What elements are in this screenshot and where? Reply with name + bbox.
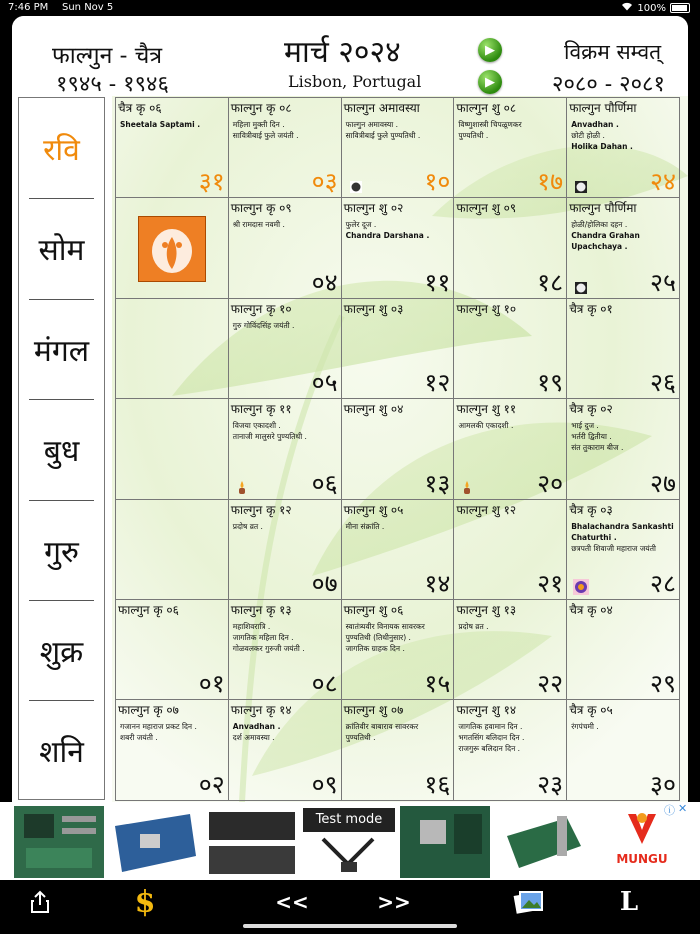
day-cell[interactable] xyxy=(567,198,680,298)
day-cell[interactable] xyxy=(454,299,567,399)
day-number: २१ xyxy=(537,568,564,598)
event-list xyxy=(120,119,226,130)
day-cell[interactable] xyxy=(454,399,567,499)
tithi-label: फाल्गुन कृ ०७ xyxy=(118,703,179,718)
weekday-label: शुक्र xyxy=(39,635,84,670)
day-cell[interactable] xyxy=(116,98,229,198)
dollar-button[interactable]: $ xyxy=(134,884,156,920)
event-item: प्रदोष व्रत . xyxy=(232,521,263,531)
battery-icon xyxy=(670,3,690,13)
event-item: श्री रामदास नवमी . xyxy=(232,220,285,230)
event-list xyxy=(458,721,564,754)
event-item: महिला मुक्ती दिन . xyxy=(232,120,285,129)
event-item: होळी/होलिका दहन . xyxy=(571,220,628,230)
weekday-label: गुरु xyxy=(44,534,79,570)
header-right-label: विक्रम सम्वत् xyxy=(564,40,662,64)
event-item: आमलकी एकादशी . xyxy=(458,421,514,431)
event-item: Upachchaya . xyxy=(571,242,628,252)
day-cell[interactable] xyxy=(229,600,342,700)
event-item: महाशिवरात्रि . xyxy=(232,622,271,631)
day-cell[interactable] xyxy=(342,600,455,700)
event-item: जागतिक हवामान दिन . xyxy=(458,722,523,732)
weekday-divider xyxy=(29,700,94,701)
tithi-label: फाल्गुन शु १४ xyxy=(456,703,517,718)
event-item: राजगुरू बलिदान दिन . xyxy=(458,744,521,754)
event-list xyxy=(571,721,677,732)
event-list xyxy=(346,621,452,654)
diya-lamp-icon xyxy=(237,481,247,495)
event-item: भगतसिंग बलिदान दिन . xyxy=(458,733,525,743)
event-list xyxy=(458,420,564,431)
tithi-label: फाल्गुन कृ १४ xyxy=(230,703,292,718)
event-item: गोळवलकर गुरुजी जयंती . xyxy=(232,644,305,653)
status-bar xyxy=(0,0,700,16)
day-number: २२ xyxy=(537,669,564,699)
ganesh-image-icon xyxy=(138,216,206,282)
weekday-label: रवि xyxy=(43,133,80,168)
event-item: पुण्यतिथी (तिथीनुसार) . xyxy=(345,633,411,642)
day-number: २८ xyxy=(649,568,676,598)
event-item: Chandra Grahan xyxy=(571,231,640,241)
event-item: पुण्यतिथी . xyxy=(458,131,489,140)
day-number: ३० xyxy=(649,769,676,799)
weekday-divider xyxy=(29,198,94,199)
day-cell[interactable] xyxy=(229,98,342,198)
calendar-page xyxy=(12,16,688,802)
next-year-button[interactable]: ▶ xyxy=(478,70,502,94)
tithi-label: फाल्गुन अमावस्या xyxy=(343,101,420,115)
tithi-label: चैत्र कृ ०४ xyxy=(569,603,613,617)
ad-thumb-card[interactable] xyxy=(497,806,587,878)
next-month-button[interactable]: ▶ xyxy=(478,38,502,62)
day-number: ३१ xyxy=(198,167,225,197)
day-cell[interactable] xyxy=(454,600,567,700)
tithi-label: फाल्गुन शु ०९ xyxy=(456,201,517,216)
day-number: ०२ xyxy=(198,769,225,799)
event-item: दर्श अमावस्या . xyxy=(232,733,275,743)
tithi-label: चैत्र कृ ०३ xyxy=(569,502,613,517)
mungu-logo-icon xyxy=(622,810,662,848)
ad-close-icon[interactable]: ✕ xyxy=(678,802,688,815)
tithi-label: चैत्र कृ ०२ xyxy=(569,402,613,417)
day-number: १५ xyxy=(424,669,451,699)
event-list xyxy=(346,119,452,141)
ad-thumb-board2[interactable] xyxy=(110,806,200,878)
event-item: विष्णुशास्त्री चिपळूणकर xyxy=(458,120,522,129)
event-item: पुण्यतिथी . xyxy=(345,733,376,743)
tithi-label: फाल्गुन पौर्णिमा xyxy=(569,201,637,216)
event-list xyxy=(571,119,677,152)
tithi-label: चैत्र कृ ०६ xyxy=(118,101,162,115)
event-item: Holika Dahan . xyxy=(571,142,633,151)
weekday-label: सोम xyxy=(38,233,85,269)
l-button[interactable]: L xyxy=(619,887,639,917)
day-cell[interactable] xyxy=(567,299,680,399)
day-cell[interactable] xyxy=(342,500,455,600)
tithi-label: फाल्गुन शु ०८ xyxy=(456,101,517,115)
ad-brand-name: MUNGU xyxy=(616,852,668,866)
photos-icon[interactable] xyxy=(512,886,546,918)
event-list xyxy=(571,420,677,453)
event-list xyxy=(571,219,677,252)
event-item: जागतिक ग्राहक दिन . xyxy=(345,644,405,653)
month-title: मार्च २०२४ xyxy=(284,35,401,70)
new-moon-icon xyxy=(350,181,362,193)
event-item: गजानन महाराज प्रकट दिन . xyxy=(120,722,197,732)
day-number: १९ xyxy=(537,368,564,398)
event-list xyxy=(571,521,677,554)
event-list xyxy=(346,521,452,532)
home-indicator xyxy=(243,924,457,928)
event-item: छोटी होळी . xyxy=(571,131,605,140)
event-list xyxy=(233,521,339,532)
event-list xyxy=(233,621,339,654)
header-right-year: २०८० - २०८१ xyxy=(552,72,665,97)
ad-info-icon[interactable]: ⓘ xyxy=(664,804,675,817)
event-item: शबरी जयंती . xyxy=(120,733,158,743)
day-cell[interactable] xyxy=(116,299,229,399)
event-item: क्रांतिवीर बाबाराव सावरकर xyxy=(345,722,419,732)
tithi-label: फाल्गुन कृ ०८ xyxy=(230,101,292,115)
day-cell[interactable] xyxy=(229,198,342,298)
weekday-divider xyxy=(29,500,94,501)
event-item: तानाजी मालुसरे पुण्यतिथी . xyxy=(232,432,307,442)
event-list xyxy=(233,219,339,230)
ad-brand[interactable] xyxy=(606,810,678,878)
day-number: ०३ xyxy=(311,167,338,197)
share-icon[interactable] xyxy=(28,886,52,918)
tithi-label: फाल्गुन शु ११ xyxy=(456,402,517,417)
event-item: सावित्रीबाई फुले जयंती . xyxy=(232,131,299,140)
event-item: प्रदोष व्रत . xyxy=(458,622,489,631)
day-cell[interactable] xyxy=(454,500,567,600)
day-cell[interactable] xyxy=(454,700,567,800)
day-number: २९ xyxy=(649,669,676,699)
event-item: Anvadhan . xyxy=(232,722,281,732)
ad-thumb-motherboard[interactable] xyxy=(14,806,104,878)
day-cell[interactable] xyxy=(567,98,680,198)
status-date: Sun Nov 5 xyxy=(62,2,114,13)
tithi-label: फाल्गुन शु १० xyxy=(456,301,517,316)
status-time: 7:46 PM xyxy=(8,2,49,13)
event-list xyxy=(233,721,339,743)
event-item: मीना संक्रांति . xyxy=(345,521,385,531)
day-cell[interactable] xyxy=(342,98,455,198)
ad-thumb-board3[interactable] xyxy=(400,806,490,878)
event-item: Sheetala Saptami . xyxy=(120,120,201,129)
day-number: ०८ xyxy=(311,669,338,699)
weekday-divider xyxy=(29,399,94,400)
ad-banner[interactable] xyxy=(0,802,700,880)
tithi-label: फाल्गुन शु ०३ xyxy=(343,301,404,316)
tithi-label: फाल्गुन शु ०४ xyxy=(343,402,404,417)
day-cell[interactable] xyxy=(116,600,229,700)
tithi-label: फाल्गुन कृ ०६ xyxy=(118,603,179,617)
day-cell[interactable] xyxy=(229,500,342,600)
day-number: ०६ xyxy=(311,468,338,498)
event-item: रंगपंचमी . xyxy=(571,722,599,732)
ganesh-small-icon xyxy=(573,579,589,595)
day-number: ११ xyxy=(424,267,451,297)
tithi-label: चैत्र कृ ०५ xyxy=(569,703,613,718)
event-item: स्वातंत्र्यवीर विनायक सावरकर xyxy=(345,622,425,631)
day-number: १० xyxy=(424,167,451,197)
day-cell[interactable] xyxy=(229,700,342,800)
day-number: २७ xyxy=(649,468,676,498)
event-item: सावित्रीबाई फुले पुण्यतिथी . xyxy=(345,131,421,140)
day-cell[interactable] xyxy=(567,700,680,800)
day-number: १८ xyxy=(537,267,564,297)
event-list xyxy=(233,320,339,331)
day-cell[interactable] xyxy=(229,299,342,399)
day-number: ०४ xyxy=(311,267,338,297)
weekday-label: शनि xyxy=(39,735,84,771)
day-number: २५ xyxy=(649,267,676,297)
day-cell[interactable] xyxy=(454,198,567,298)
event-list xyxy=(458,119,564,141)
day-cell[interactable] xyxy=(342,299,455,399)
test-mode-label: Test mode xyxy=(303,808,395,832)
day-number: २३ xyxy=(537,769,564,799)
day-number: २० xyxy=(537,468,564,498)
tithi-label: फाल्गुन कृ १० xyxy=(230,301,292,316)
ad-thumb-cable[interactable] xyxy=(303,834,393,878)
wifi-icon xyxy=(621,2,633,14)
day-cell[interactable] xyxy=(567,500,680,600)
day-number: १६ xyxy=(424,769,451,799)
weekday-label: मंगल xyxy=(33,333,90,369)
event-item: Chaturthi . xyxy=(571,532,617,542)
day-number: २४ xyxy=(649,167,676,197)
event-item: गुरु गोविंदसिंह जयंती . xyxy=(232,320,295,330)
day-cell[interactable] xyxy=(567,600,680,700)
day-cell[interactable] xyxy=(116,399,229,499)
header-left-year: १९४५ - १९४६ xyxy=(56,72,169,97)
tithi-label: फाल्गुन शु १३ xyxy=(456,603,517,617)
day-number: १२ xyxy=(424,368,451,398)
weekday-label: बुध xyxy=(43,434,80,470)
tithi-label: फाल्गुन कृ ०९ xyxy=(230,201,292,216)
day-number: ०७ xyxy=(311,568,338,598)
event-item: जागतिक महिला दिन . xyxy=(232,633,294,642)
day-cell[interactable] xyxy=(116,198,229,298)
event-item: Anvadhan . xyxy=(571,120,619,129)
event-item: विजया एकादशी . xyxy=(232,421,281,431)
event-item: फाल्गुन अमावस्या . xyxy=(345,120,398,129)
day-cell[interactable] xyxy=(567,399,680,499)
event-item: भाई दुज . xyxy=(571,421,599,431)
prev-month-button[interactable]: << xyxy=(275,890,309,914)
day-number: १४ xyxy=(424,568,451,598)
event-list xyxy=(233,420,339,442)
event-item: भर्तरी द्वितीया . xyxy=(571,432,612,442)
ad-thumb-keyboard[interactable] xyxy=(207,806,297,878)
calendar-grid xyxy=(115,97,680,801)
header-left-month: फाल्गुन - चैत्र xyxy=(52,43,163,69)
event-list xyxy=(120,721,226,743)
weekday-divider xyxy=(29,600,94,601)
location-label[interactable]: Lisbon, Portugal xyxy=(288,72,422,91)
day-number: ०९ xyxy=(311,769,338,799)
battery-percent: 100% xyxy=(637,2,666,14)
event-list xyxy=(346,721,452,743)
diya-lamp-icon xyxy=(462,481,472,495)
tithi-label: फाल्गुन शु ०२ xyxy=(343,201,404,216)
event-item: Bhalachandra Sankashti xyxy=(571,521,674,531)
tithi-label: चैत्र कृ ०१ xyxy=(569,301,613,316)
status-right xyxy=(621,2,690,14)
tithi-label: फाल्गुन शु ०६ xyxy=(343,603,404,617)
full-moon-icon xyxy=(575,181,587,193)
day-number: ०१ xyxy=(198,669,225,699)
day-cell[interactable] xyxy=(116,700,229,800)
day-cell[interactable] xyxy=(454,98,567,198)
event-list xyxy=(346,219,452,241)
tithi-label: फाल्गुन पौर्णिमा xyxy=(569,101,637,115)
next-month-toolbar-button[interactable]: >> xyxy=(377,890,411,914)
day-cell[interactable] xyxy=(229,399,342,499)
day-cell[interactable] xyxy=(116,500,229,600)
event-item: संत तुकाराम बीज . xyxy=(571,443,624,453)
day-cell[interactable] xyxy=(342,700,455,800)
weekday-divider xyxy=(29,299,94,300)
day-number: २६ xyxy=(649,368,676,398)
event-item: फुलेर दूज . xyxy=(345,220,377,230)
day-number: १७ xyxy=(537,167,564,197)
event-item: छत्रपती शिवाजी महाराज जयंती xyxy=(571,543,656,553)
event-list xyxy=(458,621,564,632)
day-cell[interactable] xyxy=(342,198,455,298)
event-item: Chandra Darshana . xyxy=(345,231,430,241)
day-number: १३ xyxy=(424,468,451,498)
tithi-label: फाल्गुन शु ०७ xyxy=(343,703,404,718)
day-number: ०५ xyxy=(311,368,338,398)
full-moon-icon xyxy=(575,282,587,294)
weekday-column xyxy=(18,97,105,800)
tithi-label: फाल्गुन शु ०५ xyxy=(343,502,404,517)
event-list xyxy=(233,119,339,141)
tithi-label: फाल्गुन कृ ११ xyxy=(230,402,292,417)
tithi-label: फाल्गुन कृ १२ xyxy=(230,502,292,517)
tithi-label: फाल्गुन कृ १३ xyxy=(230,603,292,617)
tithi-label: फाल्गुन शु १२ xyxy=(456,502,517,517)
day-cell[interactable] xyxy=(342,399,455,499)
